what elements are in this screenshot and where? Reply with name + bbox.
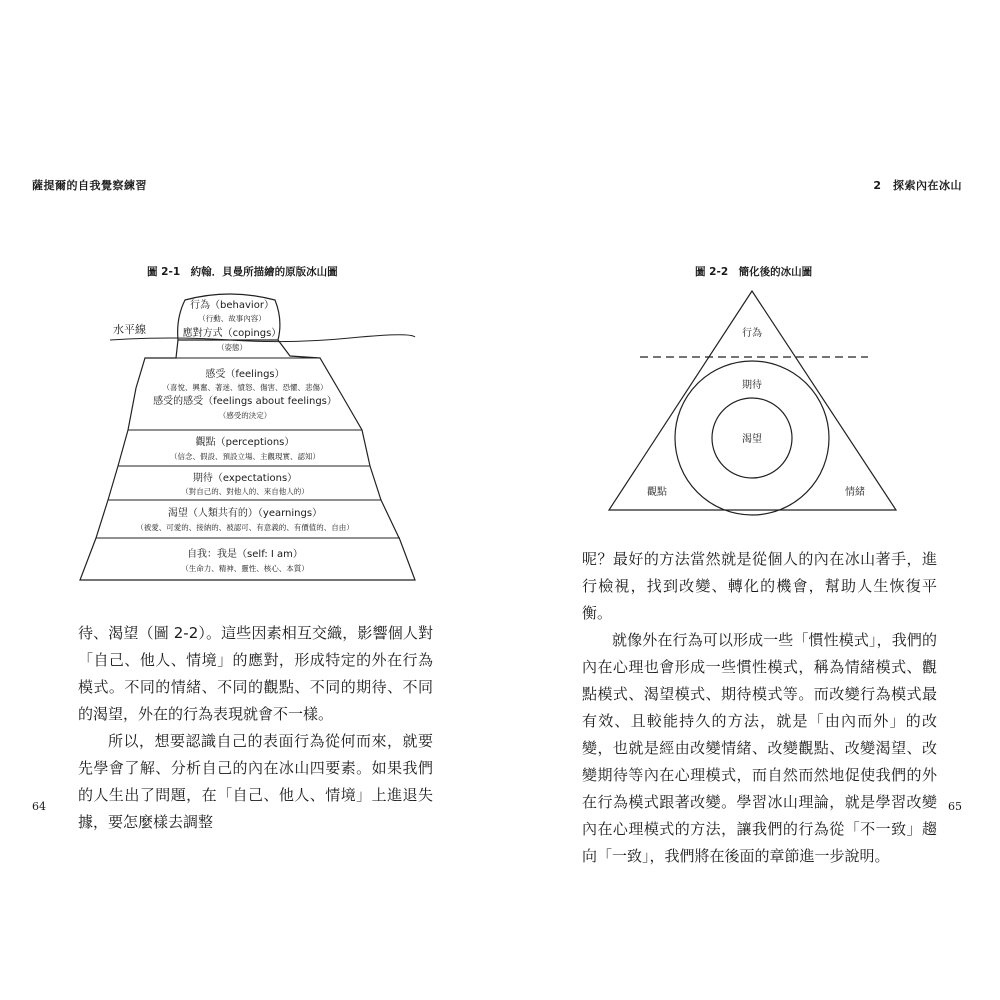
paragraph: 呢？最好的方法當然就是從個人的內在冰山著手，進行檢視，找到改變、轉化的機會，幫助人生恢復平衡。 (582, 550, 937, 622)
label-behavior: 行為 (742, 328, 762, 339)
layer-title: 感受的感受（feelings about feelings） (153, 396, 337, 407)
layer-detail: （行動、故事內容） (198, 314, 266, 323)
figure-2-2-caption: 圖 2-2 簡化後的冰山圖 (695, 266, 813, 278)
label-emotions: 情緒 (845, 487, 865, 498)
left-page-body (78, 620, 433, 836)
layer-title: 自我：我是（self: I am） (187, 549, 303, 560)
layer-detail: （對自己的、對他人的、來自他人的） (181, 487, 309, 496)
layer-title: 行為（behavior） (190, 300, 274, 311)
triangle-outline (609, 291, 896, 510)
layer-detail: （生命力、精神、靈性、核心、本質） (181, 564, 309, 573)
layer-detail: （感受的決定） (218, 411, 272, 420)
layer-title: 觀點（perceptions） (195, 437, 295, 448)
layer-title: 渴望（人類共有的）（yearnings） (167, 508, 323, 519)
layer-detail: （信念、假設、預設立場、主觀現實、認知） (170, 452, 320, 461)
layer-title: 感受（feelings） (205, 369, 285, 380)
layer-detail: （被愛、可愛的、接納的、被認可、有意義的、有價值的、自由） (136, 523, 354, 532)
layer-detail: （喜悅、興奮、著迷、憤怒、傷害、恐懼、悲傷） (162, 383, 328, 392)
paragraph: 待、渴望（圖 2-2）。這些因素相互交織，影響個人對「自己、他人、情境」的應對，形成特定的外在行為模式。不同的情緒、不同的觀點、不同的期待、不同的渴望，外在的行為表現就會不一樣。 (78, 624, 433, 723)
label-perceptions: 觀點 (647, 487, 667, 498)
layer-title: 期待（expectations） (192, 473, 298, 484)
paragraph: 就像外在行為可以形成一些「慣性模式」，我們的內在心理也會形成一些慣性模式，稱為情緒模式、觀點模式、渴望模式、期待模式等。而改變行為模式最有效、且較能持久的方法，就是「由內而外」的改變，也就是經由改變情緒、改變觀點、改變渴望、改變期待等內在心理模式，而自然而然地促使我們的外在行為模式跟著改變。學習冰山理論，就是學習改變內在心理模式的方法，讓我們的行為從「不一致」趨向「一致」，我們將在後面的章節進一步說明。 (582, 631, 937, 865)
layer-title: 應對方式（copings） (182, 328, 282, 339)
waterline-label: 水平線 (113, 323, 146, 336)
layer-detail: （姿態） (217, 343, 247, 352)
paragraph: 所以，想要認識自己的表面行為從何而來，就要先學會了解、分析自己的內在冰山四要素。如果我們的人生出了問題，在「自己、他人、情境」上進退失據，要怎麼樣去調整 (78, 732, 433, 831)
page-number-left: 64 (32, 800, 46, 813)
figure-2-1-caption: 圖 2-1 約翰．貝曼所描繪的原版冰山圖 (147, 266, 338, 278)
running-head-book-title: 薩提爾的自我覺察練習 (32, 179, 147, 192)
running-head-chapter-title: 2 探索內在冰山 (873, 179, 962, 192)
right-page-body (582, 546, 937, 870)
label-yearnings: 渴望 (742, 434, 762, 445)
label-expectations: 期待 (742, 380, 762, 391)
page-number-right: 65 (948, 800, 962, 813)
